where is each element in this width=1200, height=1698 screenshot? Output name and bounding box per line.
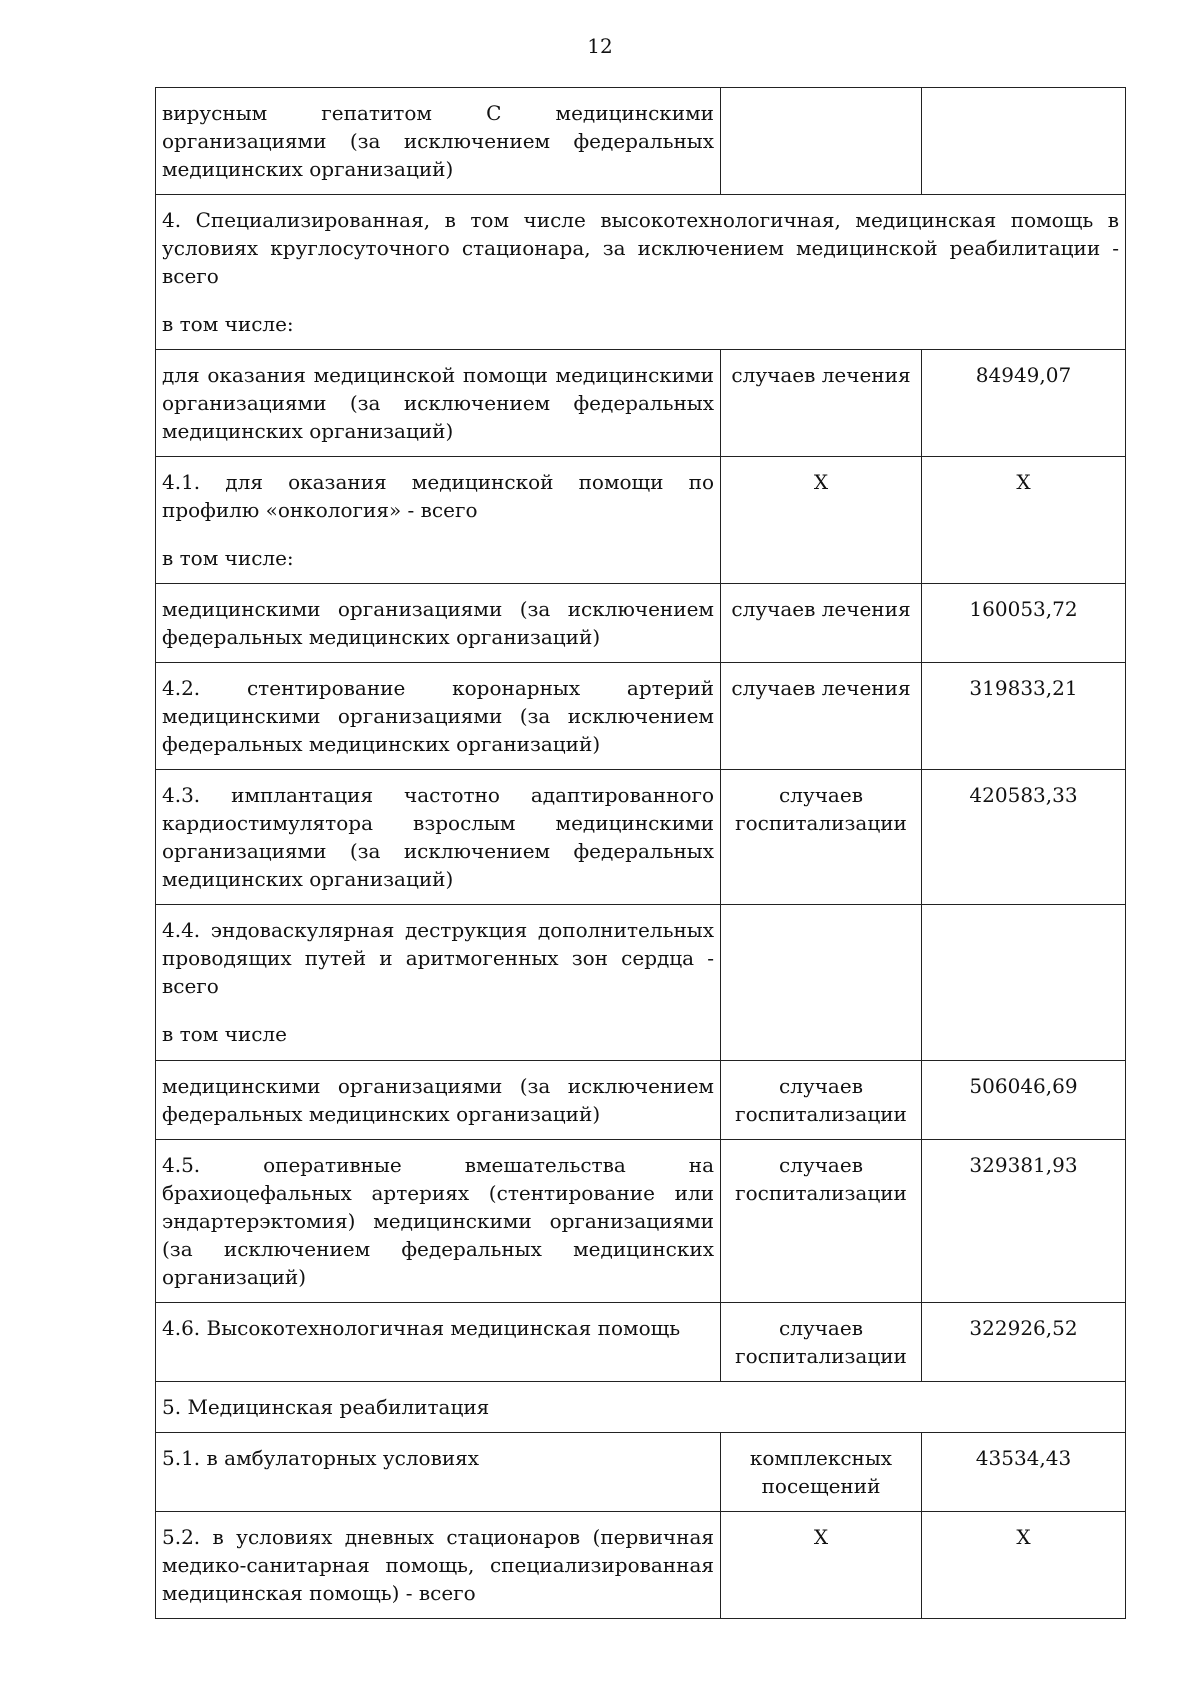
row-label: 4.6. Высокотехнологичная медицинская помощь (156, 1303, 721, 1382)
row-unit: X (721, 1512, 922, 1619)
row-value: 43534,43 (922, 1433, 1126, 1512)
table-row (156, 770, 1126, 905)
table-row (156, 457, 1126, 584)
row-unit: случаев госпитализации (721, 1140, 922, 1303)
row-unit: случаев госпитализации (721, 770, 922, 905)
row-label: 5.1. в амбулаторных условиях (156, 1433, 721, 1512)
row-label: 4.1. для оказания медицинской помощи по профилю «онкология» - всего (162, 470, 714, 522)
section-row (156, 1382, 1126, 1433)
row-value: 84949,07 (922, 350, 1126, 457)
row-sublabel: в том числе (162, 1022, 287, 1046)
row-label: 4.2. стентирование коронарных артерий медицинскими организациями (за исключением федеральных медицинских организаций) (156, 663, 721, 770)
row-value: 322926,52 (922, 1303, 1126, 1382)
table-row (156, 1140, 1126, 1303)
row-unit: случаев госпитализации (721, 1061, 922, 1140)
row-value: X (922, 1512, 1126, 1619)
table-row (156, 88, 1126, 195)
row-label: вирусным гепатитом С медицинскими организациями (за исключением федеральных медицинских организаций) (156, 88, 721, 195)
row-unit: случаев лечения (721, 584, 922, 663)
row-value: 329381,93 (922, 1140, 1126, 1303)
table-row (156, 350, 1126, 457)
section-title: 4. Специализированная, в том числе высокотехнологичная, медицинская помощь в условиях круглосуточного стационара, за исключением медицинской реабилитации - всего (162, 208, 1119, 288)
row-value: 506046,69 (922, 1061, 1126, 1140)
table-row (156, 1303, 1126, 1382)
row-value: 420583,33 (922, 770, 1126, 905)
row-value (922, 88, 1126, 195)
row-value: 160053,72 (922, 584, 1126, 663)
row-label: 4.3. имплантация частотно адаптированного кардиостимулятора взрослым медицинскими организациями (за исключением федеральных медицинских организаций) (156, 770, 721, 905)
row-value (922, 905, 1126, 1061)
row-unit: случаев госпитализации (721, 1303, 922, 1382)
section-title: 5. Медицинская реабилитация (156, 1382, 1126, 1433)
table-row (156, 584, 1126, 663)
row-label: медицинскими организациями (за исключением федеральных медицинских организаций) (156, 584, 721, 663)
table-row (156, 1512, 1126, 1619)
section-cell (156, 195, 1126, 350)
row-sublabel: в том числе: (162, 546, 294, 570)
page-number: 12 (587, 34, 613, 58)
row-value: X (922, 457, 1126, 584)
row-label: 4.5. оперативные вмешательства на брахиоцефальных артериях (стентирование или эндартерэктомия) медицинскими организациями (за исключением федеральных медицинских организаций) (156, 1140, 721, 1303)
section-row (156, 195, 1126, 350)
row-unit (721, 88, 922, 195)
row-unit: комплексных посещений (721, 1433, 922, 1512)
section-subtitle: в том числе: (162, 312, 294, 336)
row-unit (721, 905, 922, 1061)
row-unit: X (721, 457, 922, 584)
tariff-table (155, 87, 1126, 1619)
table-row (156, 1061, 1126, 1140)
table-row (156, 663, 1126, 770)
row-unit: случаев лечения (721, 663, 922, 770)
row-label: 4.4. эндоваскулярная деструкция дополнительных проводящих путей и аритмогенных зон сердца - всего (162, 918, 714, 998)
row-label: для оказания медицинской помощи медицинскими организациями (за исключением федеральных медицинских организаций) (156, 350, 721, 457)
row-label-cell (156, 457, 721, 584)
row-label-cell (156, 905, 721, 1061)
table-row (156, 905, 1126, 1061)
row-unit: случаев лечения (721, 350, 922, 457)
row-label: 5.2. в условиях дневных стационаров (первичная медико-санитарная помощь, специализированная медицинская помощь) - всего (156, 1512, 721, 1619)
row-value: 319833,21 (922, 663, 1126, 770)
row-label: медицинскими организациями (за исключением федеральных медицинских организаций) (156, 1061, 721, 1140)
table-row (156, 1433, 1126, 1512)
